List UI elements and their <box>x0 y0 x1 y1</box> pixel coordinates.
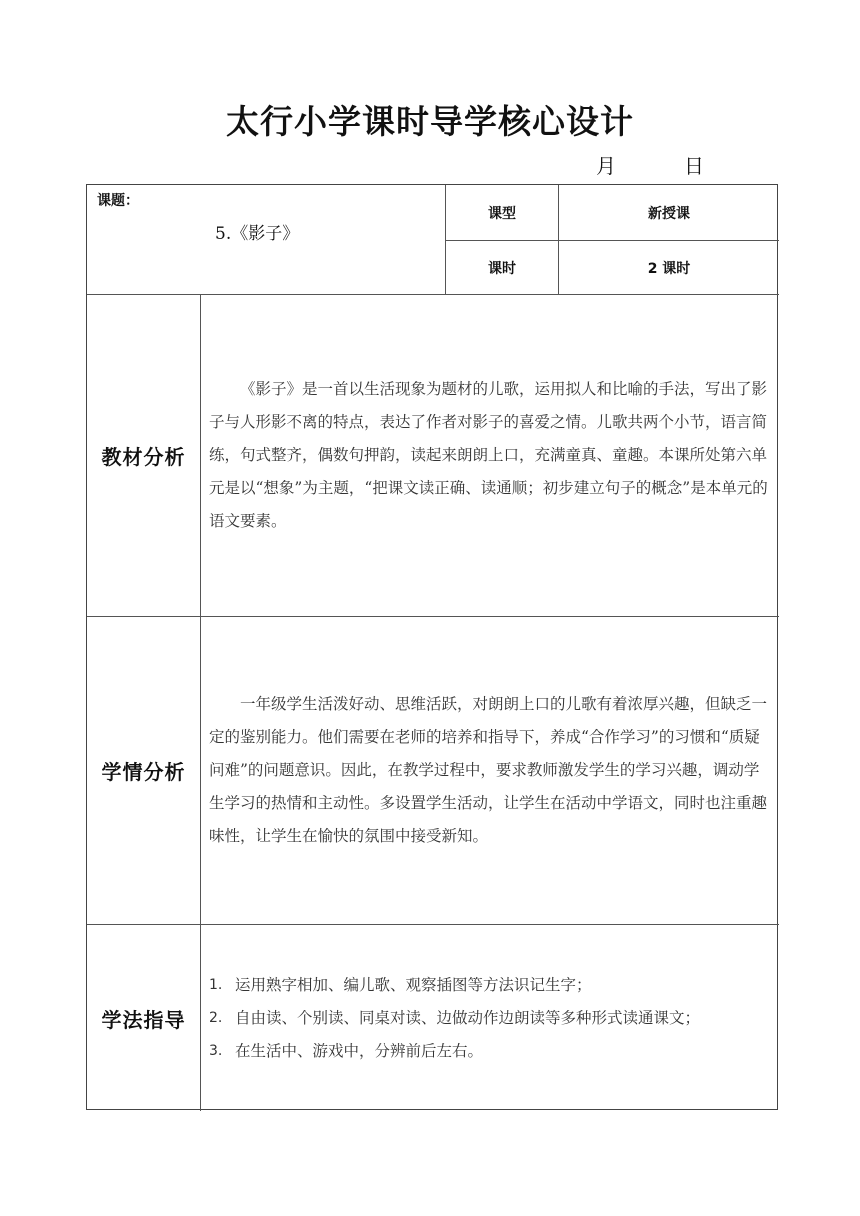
topic-cell <box>87 185 445 294</box>
list-item-number: 3. <box>209 1042 223 1059</box>
study-method-list <box>209 969 700 1068</box>
student-analysis-label: 学情分析 <box>101 760 186 784</box>
study-method-content <box>201 925 779 1111</box>
textbook-analysis-text: 《影子》是一首以生活现象为题材的儿歌，运用拟人和比喻的手法，写出了影子与人形影不离的特点，表达了作者对影子的喜爱之情。儿歌共两个小节，语言简练，句式整齐，偶数句押韵，读起来朗朗上口，充满童真、童趣。本课所处第六单元是以“想象”为主题，“把课文读正确、读通顺；初步建立句子的概念”是本单元的语文要素。 <box>209 380 768 530</box>
student-analysis-content <box>201 617 779 924</box>
lesson-type-label: 课型 <box>488 205 516 222</box>
list-item-text: 在生活中、游戏中，分辨前后左右。 <box>235 1041 484 1060</box>
lesson-design-table <box>86 184 778 1110</box>
list-item <box>209 969 700 1002</box>
study-method-label: 学法指导 <box>101 1007 186 1032</box>
student-analysis-text: 一年级学生活泼好动、思维活跃，对朗朗上口的儿歌有着浓厚兴趣，但缺乏一定的鉴别能力。他们需要在老师的培养和指导下，养成“合作学习”的习惯和“质疑问难”的问题意识。因此，在教学过程中，要求教师激发学生的学习兴趣，调动学生学习的热情和主动性。多设置学生活动，让学生在活动中学语文，同时也注重趣味性，让学生在愉快的氛围中接受新知。 <box>209 695 768 845</box>
list-item-number: 1. <box>209 976 223 993</box>
day-label: 日 <box>684 154 704 178</box>
list-item <box>209 1035 700 1068</box>
list-item-text: 自由读、个别读、同桌对读、边做动作边朗读等多种形式读通课文； <box>235 1008 701 1027</box>
page-title: 太行小学课时导学核心设计 <box>226 102 634 141</box>
list-item <box>209 1002 700 1035</box>
list-item-number: 2. <box>209 1009 223 1026</box>
month-label: 月 <box>596 154 616 178</box>
class-hours-value: 2 课时 <box>647 260 691 277</box>
topic-value: 5.《影子》 <box>215 224 300 244</box>
textbook-analysis-content <box>201 295 779 616</box>
list-item-text: 运用熟字相加、编儿歌、观察插图等方法识记生字； <box>235 975 592 994</box>
topic-label: 课题： <box>97 193 139 209</box>
textbook-analysis-label: 教材分析 <box>101 445 186 469</box>
class-hours-label: 课时 <box>488 260 516 277</box>
lesson-type-value: 新授课 <box>648 205 690 222</box>
